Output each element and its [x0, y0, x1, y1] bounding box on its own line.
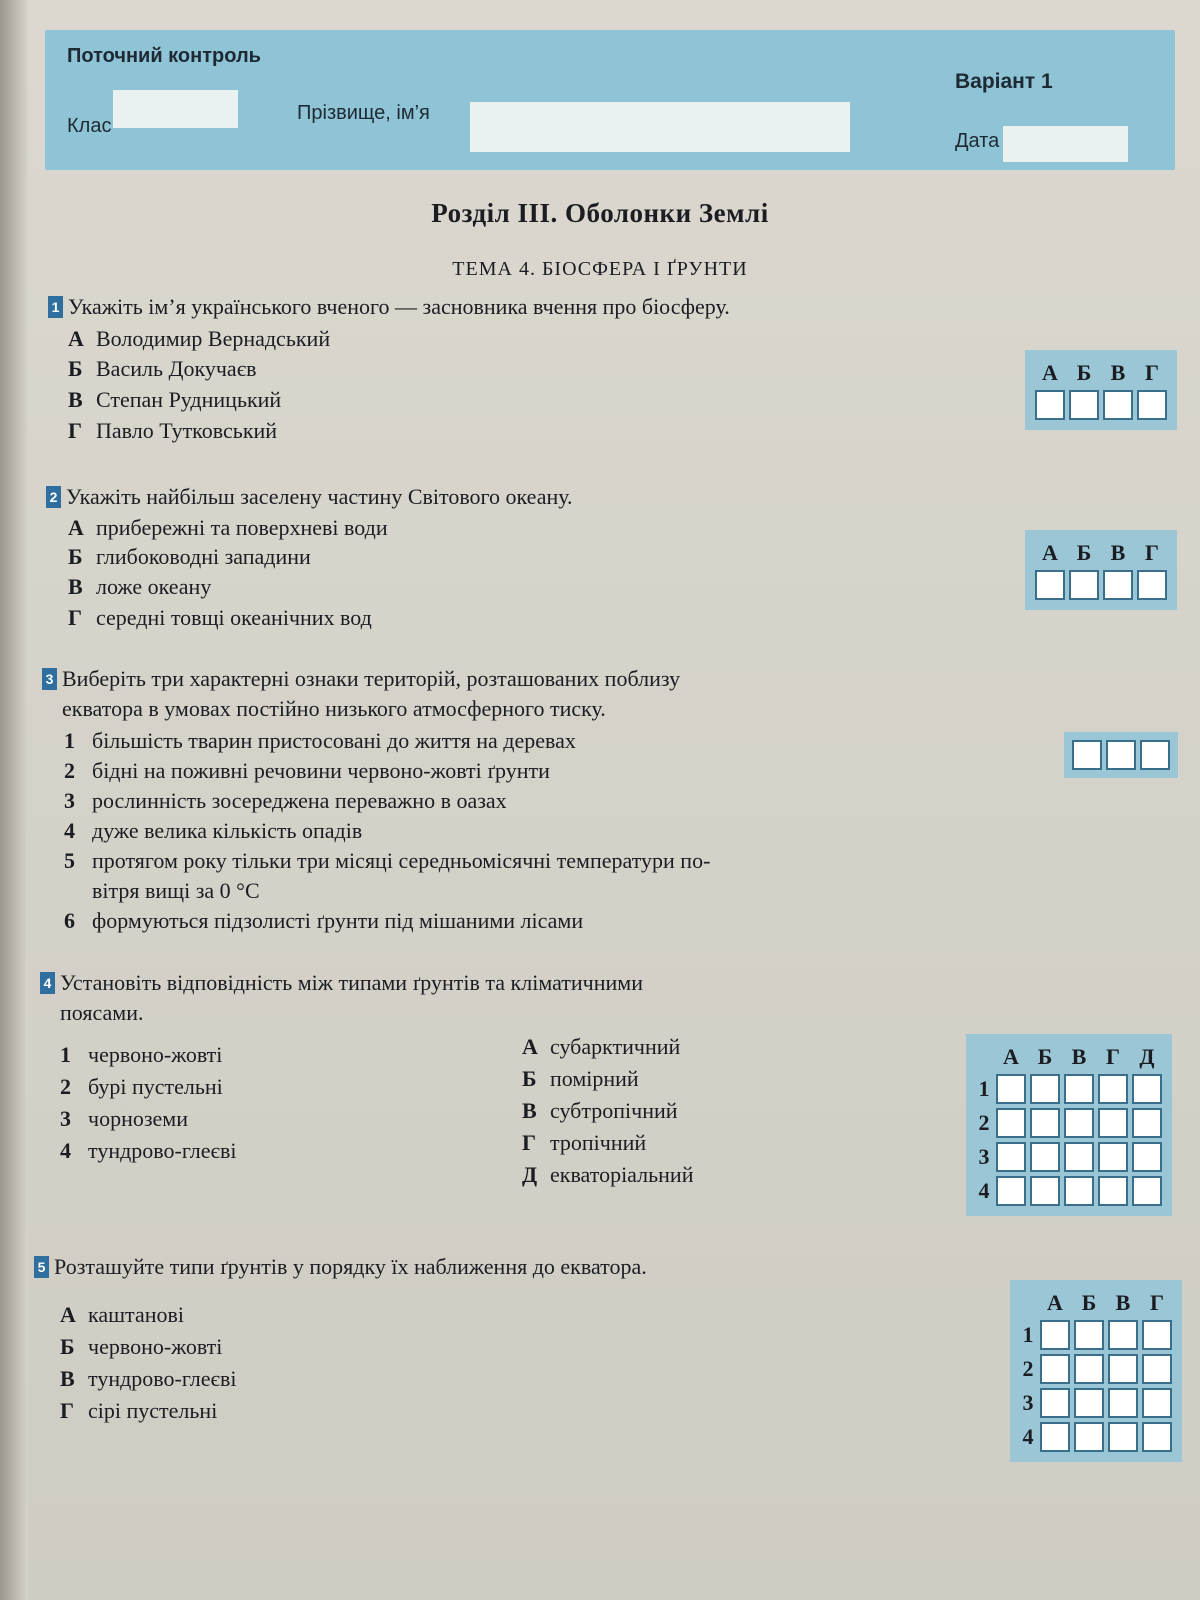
answer-box[interactable] [1040, 1422, 1070, 1452]
answer-box[interactable] [1108, 1354, 1138, 1384]
answer-box[interactable] [1064, 1074, 1094, 1104]
match-right-item: Б помірний [522, 1066, 639, 1091]
name-field[interactable] [470, 102, 850, 152]
question-5 [34, 1252, 647, 1282]
answer-box[interactable] [1103, 390, 1133, 420]
question-4 [40, 968, 940, 1028]
answer-box[interactable] [1064, 1142, 1094, 1172]
question-text: Виберіть три характерні ознаки територій, розташованих поблизу [62, 666, 681, 691]
option-cont: вітря вищі за 0 °C [92, 878, 260, 903]
option[interactable]: А Володимир Вернадський [68, 326, 331, 351]
page-edge-shadow [0, 0, 28, 1600]
question-1 [48, 292, 730, 322]
class-field[interactable] [113, 90, 238, 128]
answer-box[interactable] [1137, 390, 1167, 420]
option: В тундрово-глеєві [60, 1366, 237, 1391]
question-text-cont: поясами. [60, 1000, 144, 1025]
answer-box[interactable] [996, 1074, 1026, 1104]
question-text: Укажіть ім’я українського вченого — засновника вчення про біосферу. [68, 294, 730, 319]
option[interactable]: В Степан Рудницький [68, 387, 282, 412]
question-2 [46, 482, 573, 512]
match-left-item: 3 чорноземи [60, 1106, 188, 1131]
answer-grid-3 [1064, 732, 1178, 778]
answer-box[interactable] [1030, 1142, 1060, 1172]
answer-box[interactable] [1074, 1422, 1104, 1452]
question-text: Установіть відповідність між типами ґрунтів та кліматичними [60, 970, 643, 995]
answer-box[interactable] [1132, 1142, 1162, 1172]
answer-box[interactable] [1035, 390, 1065, 420]
match-left-item: 4 тундрово-глеєві [60, 1138, 237, 1163]
option[interactable]: Г Павло Тутковський [68, 418, 278, 443]
header-title: Поточний контроль [67, 45, 261, 67]
option[interactable]: А прибережні та поверхневі води [68, 515, 388, 540]
answer-box[interactable] [996, 1176, 1026, 1206]
question-number-badge: 3 [42, 668, 57, 690]
option[interactable]: Б Василь Докучаєв [68, 356, 257, 381]
answer-box[interactable] [1074, 1388, 1104, 1418]
answer-box[interactable] [1108, 1388, 1138, 1418]
question-number-badge: 2 [46, 486, 61, 508]
answer-box[interactable] [1069, 570, 1099, 600]
question-number-badge: 1 [48, 296, 63, 318]
answer-box[interactable] [1040, 1388, 1070, 1418]
match-right-item: В субтропічний [522, 1098, 678, 1123]
class-label: Клас [67, 115, 112, 137]
option: Г сірі пустельні [60, 1398, 218, 1423]
answer-grid-5: А Б В Г 1 2 3 4 [1010, 1280, 1182, 1462]
answer-box[interactable] [1142, 1354, 1172, 1384]
answer-box[interactable] [1098, 1108, 1128, 1138]
option: Б червоно-жовті [60, 1334, 223, 1359]
question-text: Розташуйте типи ґрунтів у порядку їх наближення до екватора. [54, 1254, 647, 1279]
answer-box[interactable] [1142, 1388, 1172, 1418]
answer-box[interactable] [1030, 1074, 1060, 1104]
answer-box[interactable] [1040, 1354, 1070, 1384]
option[interactable]: 4 дуже велика кількість опадів [64, 818, 363, 843]
answer-box[interactable] [1108, 1422, 1138, 1452]
answer-box[interactable] [1035, 570, 1065, 600]
date-field[interactable] [1003, 126, 1128, 162]
answer-box[interactable] [1064, 1176, 1094, 1206]
option[interactable]: 1 більшість тварин пристосовані до життя на деревах [64, 728, 576, 753]
answer-box[interactable] [1137, 570, 1167, 600]
answer-box[interactable] [1108, 1320, 1138, 1350]
answer-grid-1: А Б В Г [1025, 350, 1177, 430]
question-number-badge: 5 [34, 1256, 49, 1278]
answer-box[interactable] [1064, 1108, 1094, 1138]
question-text: Укажіть найбільш заселену частину Світового океану. [66, 484, 573, 509]
option[interactable]: 2 бідні на поживні речовини червоно-жовті ґрунти [64, 758, 550, 783]
question-text-cont: екватора в умовах постійно низького атмосферного тиску. [62, 696, 606, 721]
answer-box[interactable] [1040, 1320, 1070, 1350]
option[interactable]: 6 формуються підзолисті ґрунти під мішаними лісами [64, 908, 584, 933]
answer-box[interactable] [1142, 1320, 1172, 1350]
option[interactable]: 3 рослинність зосереджена переважно в оазах [64, 788, 507, 813]
match-left-item: 1 червоно-жовті [60, 1042, 223, 1067]
match-left-item: 2 бурі пустельні [60, 1074, 223, 1099]
answer-box[interactable] [1098, 1142, 1128, 1172]
section-title: Розділ III. Оболонки Землі [431, 198, 769, 228]
answer-box[interactable] [1142, 1422, 1172, 1452]
answer-box[interactable] [1098, 1176, 1128, 1206]
answer-grid-4: А Б В Г Д 1 2 3 4 [966, 1034, 1172, 1216]
option[interactable]: Г середні товщі океанічних вод [68, 605, 372, 630]
answer-box[interactable] [1106, 740, 1136, 770]
answer-box[interactable] [1140, 740, 1170, 770]
answer-box[interactable] [1030, 1108, 1060, 1138]
match-right-item: Г тропічний [522, 1130, 647, 1155]
answer-box[interactable] [1030, 1176, 1060, 1206]
option[interactable]: 5 протягом року тільки три місяці середньомісячні температури по- [64, 848, 711, 873]
name-label: Прізвище, ім’я [297, 102, 430, 124]
answer-box[interactable] [1132, 1108, 1162, 1138]
variant-label: Варіант 1 [955, 70, 1053, 93]
option: А каштанові [60, 1302, 184, 1327]
topic-title: ТЕМА 4. БІОСФЕРА І ҐРУНТИ [452, 258, 748, 280]
answer-box[interactable] [1103, 570, 1133, 600]
answer-box[interactable] [1072, 740, 1102, 770]
match-right-item: А субарктичний [522, 1034, 681, 1059]
answer-box[interactable] [1069, 390, 1099, 420]
answer-box[interactable] [1074, 1354, 1104, 1384]
header-band [45, 30, 1175, 170]
answer-box[interactable] [1132, 1074, 1162, 1104]
answer-box[interactable] [996, 1108, 1026, 1138]
answer-box[interactable] [1098, 1074, 1128, 1104]
answer-box[interactable] [1074, 1320, 1104, 1350]
answer-box[interactable] [1132, 1176, 1162, 1206]
answer-box[interactable] [996, 1142, 1026, 1172]
match-right-item: Д екваторіальний [522, 1162, 694, 1187]
question-3 [42, 664, 922, 724]
answer-grid-2: А Б В Г [1025, 530, 1177, 610]
date-label: Дата [955, 130, 1000, 152]
question-number-badge: 4 [40, 972, 55, 994]
option[interactable]: В ложе океану [68, 574, 212, 599]
option[interactable]: Б глибоководні западини [68, 544, 311, 569]
